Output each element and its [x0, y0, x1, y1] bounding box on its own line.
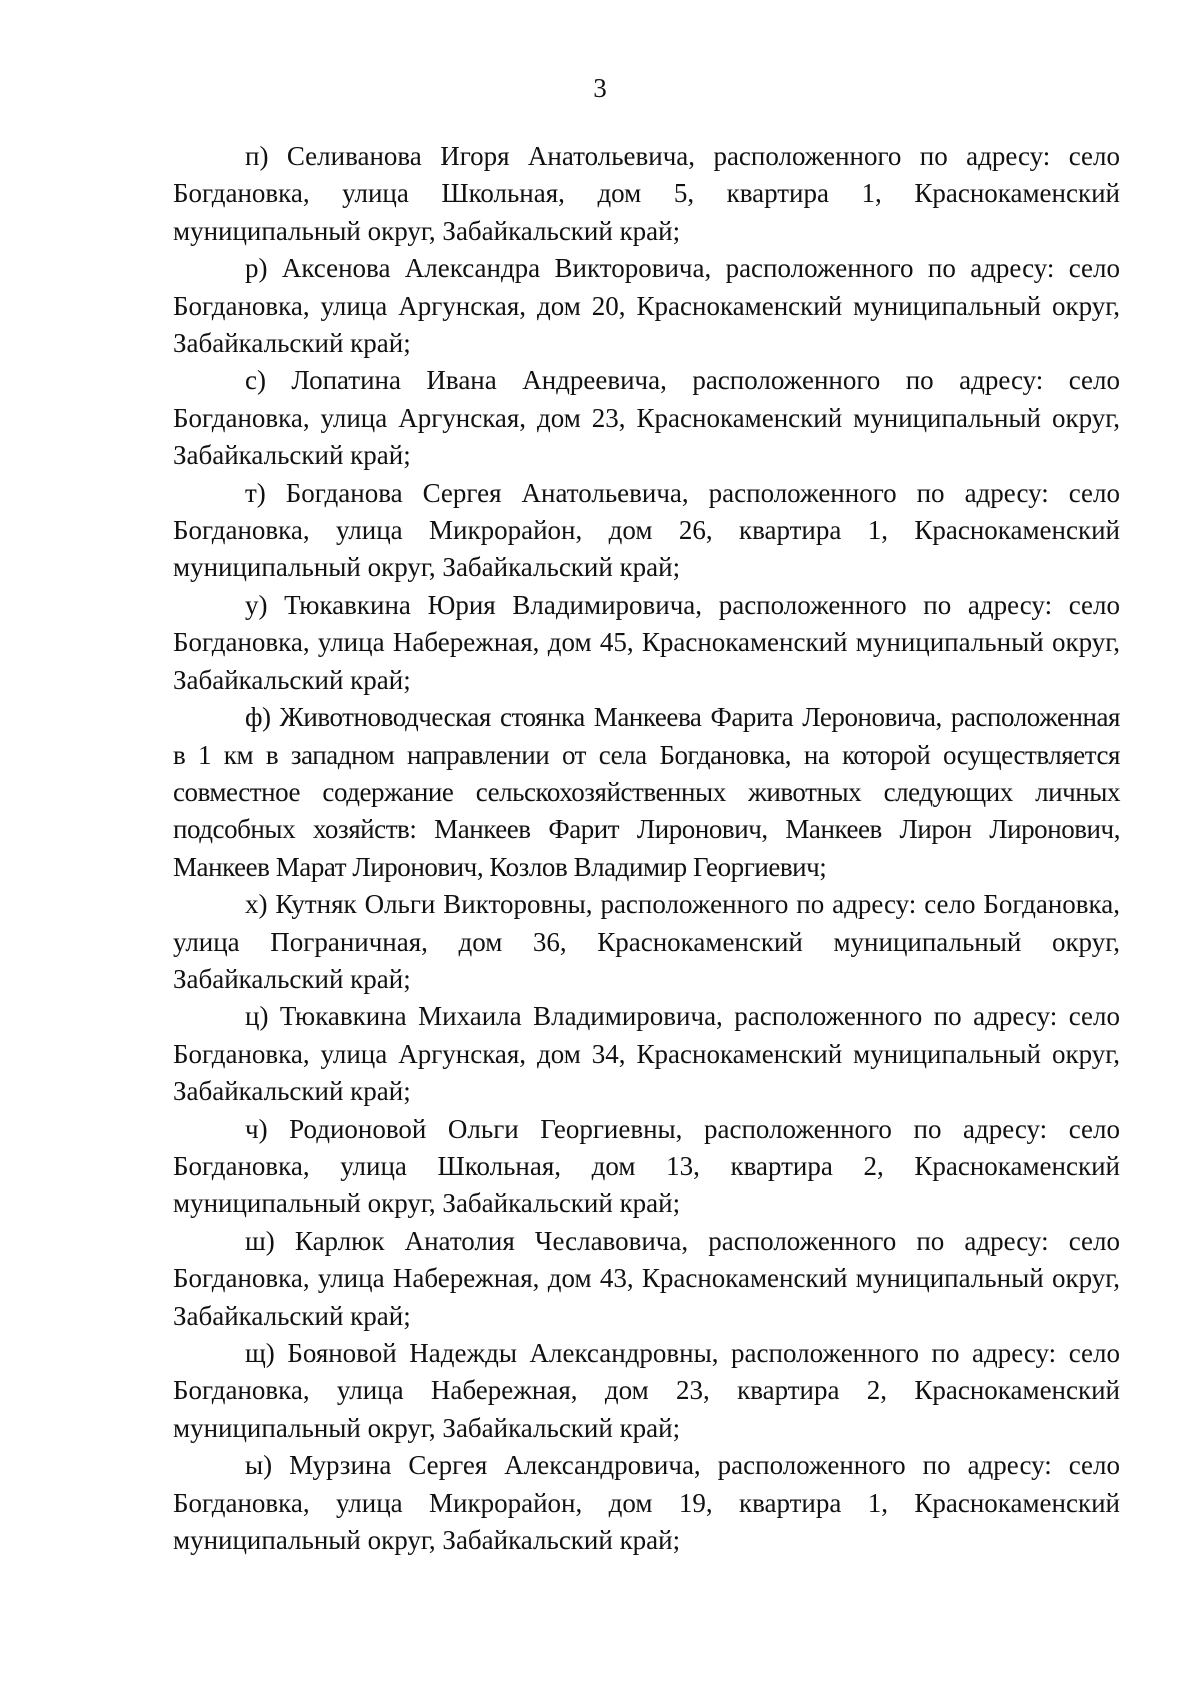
list-item-sh: ш) Карлюк Анатолия Чеславовича, расположенного по адресу: село Богдановка, улица Набережная, дом 43, Краснокаменский муниципальный округ, Забайкальский край;	[173, 1225, 1120, 1331]
list-item-f: ф) Животноводческая стоянка Манкеева Фарита Лероновича, расположенная в 1 км в западном направлении от села Богдановка, на которой осуществляется совместное содержание сельскохозяйственных животных следующих личных подсобных хозяйств: Манкеев Фарит Лиронович, Манкеев Лирон Лиронович, Манкеев Марат Лиронович, Козлов Владимир Георгиевич;	[173, 702, 1120, 882]
list-item-u: у) Тюкавкина Юрия Владимировича, расположенного по адресу: село Богдановка, улица Набережная, дом 45, Краснокаменский муниципальный округ, Забайкальский край;	[173, 589, 1120, 695]
list-item-kh: х) Кутняк Ольги Викторовны, расположенного по адресу: село Богдановка, улица Пограничная, дом 36, Краснокаменский муниципальный округ, Забайкальский край;	[173, 889, 1120, 994]
list-item-ch: ч) Родионовой Ольги Георгиевны, расположенного по адресу: село Богдановка, улица Школьная, дом 13, квартира 2, Краснокаменский муниципальный округ, Забайкальский край;	[173, 1113, 1120, 1219]
list-item-s: с) Лопатина Ивана Андреевича, расположенного по адресу: село Богдановка, улица Аргунская, дом 23, Краснокаменский муниципальный округ, Забайкальский край;	[173, 365, 1120, 471]
document-body	[173, 138, 1120, 1559]
list-item-p: п) Селиванова Игоря Анатольевича, расположенного по адресу: село Богдановка, улица Школьная, дом 5, квартира 1, Краснокаменский муниципальный округ, Забайкальский край;	[173, 141, 1120, 246]
list-item-shch: щ) Бояновой Надежды Александровны, расположенного по адресу: село Богдановка, улица Набережная, дом 23, квартира 2, Краснокаменский муниципальный округ, Забайкальский край;	[173, 1338, 1120, 1443]
list-item-y: ы) Мурзина Сергея Александровича, расположенного по адресу: село Богдановка, улица Микрорайон, дом 19, квартира 1, Краснокаменский муниципальный округ, Забайкальский край;	[173, 1450, 1120, 1556]
list-item-ts: ц) Тюкавкина Михаила Владимировича, расположенного по адресу: село Богдановка, улица Аргунская, дом 34, Краснокаменский муниципальный округ, Забайкальский край;	[173, 1001, 1120, 1107]
list-item-t: т) Богданова Сергея Анатольевича, расположенного по адресу: село Богдановка, улица Микрорайон, дом 26, квартира 1, Краснокаменский муниципальный округ, Забайкальский край;	[173, 477, 1120, 583]
page-number: 3	[593, 73, 607, 103]
list-item-r: р) Аксенова Александра Викторовича, расположенного по адресу: село Богдановка, улица Аргунская, дом 20, Краснокаменский муниципальный округ, Забайкальский край;	[173, 253, 1120, 359]
